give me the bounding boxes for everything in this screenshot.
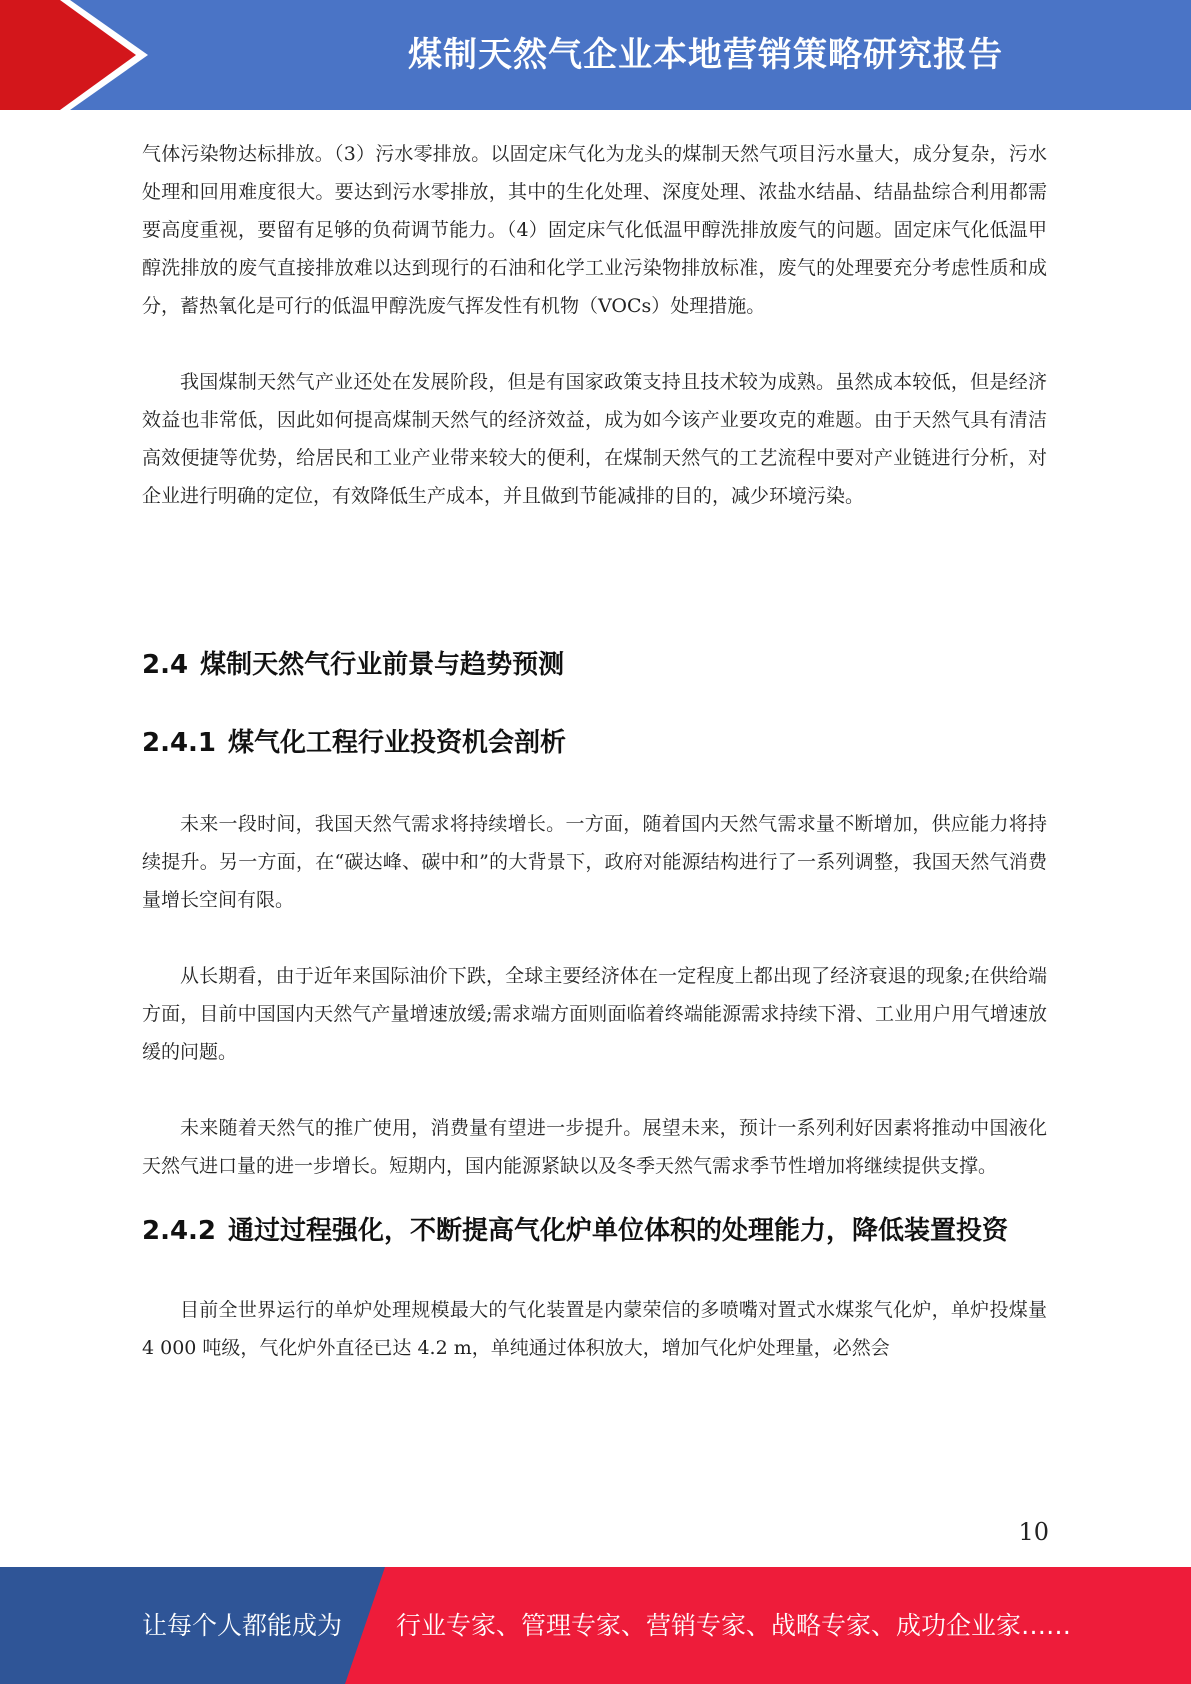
section-title: 煤气化工程行业投资机会剖析 bbox=[228, 728, 567, 758]
page-number: 10 bbox=[1018, 1518, 1049, 1546]
report-title: 煤制天然气企业本地营销策略研究报告 bbox=[408, 35, 1003, 75]
footer-slogan-left: 让每个人都能成为 bbox=[142, 1611, 343, 1640]
section-title: 通过过程强化，不断提高气化炉单位体积的处理能力，降低装置投资 bbox=[228, 1216, 1009, 1246]
paragraph-industry-status: 我国煤制天然气产业还处在发展阶段，但是有国家政策支持且技术较为成熟。虽然成本较低，但是经济效益也非常低，因此如何提高煤制天然气的经济效益，成为如今该产业要攻克的难题。由于天然气具有清洁高效便捷等优势，给居民和工业产业带来较大的便利，在煤制天然气的工艺流程中要对产业链进行分析，对企业进行明确的定位，有效降低生产成本，并且做到节能减排的目的，减少环境污染。 bbox=[142, 371, 1047, 507]
section-number: 2.4 bbox=[142, 650, 189, 680]
page-footer bbox=[0, 1567, 1191, 1684]
paragraph-long-term: 从长期看，由于近年来国际油价下跌，全球主要经济体在一定程度上都出现了经济衰退的现象;在供给端方面，目前中国国内天然气产量增速放缓;需求端方面则面临着终端能源需求持续下滑、工业用户用气增速放缓的问题。 bbox=[142, 965, 1047, 1063]
section-heading-2-4 bbox=[142, 645, 1047, 685]
page-header bbox=[0, 0, 1191, 110]
header-arrow-graphic bbox=[0, 0, 220, 110]
section-number: 2.4.2 bbox=[142, 1216, 217, 1246]
section-number: 2.4.1 bbox=[142, 728, 217, 758]
section-title: 煤制天然气行业前景与趋势预测 bbox=[200, 650, 565, 680]
section-heading-2-4-2 bbox=[142, 1211, 1047, 1251]
paragraph-gasifier: 目前全世界运行的单炉处理规模最大的气化装置是内蒙荣信的多喷嘴对置式水煤浆气化炉，单炉投煤量 4 000 吨级，气化炉外直径已达 4.2 m，单纯通过体积放大，增加气化炉处理量，必然会 bbox=[142, 1299, 1047, 1359]
paragraph-demand-growth: 未来一段时间，我国天然气需求将持续增长。一方面，随着国内天然气需求量不断增加，供应能力将持续提升。另一方面，在“碳达峰、碳中和”的大背景下，政府对能源结构进行了一系列调整，我国天然气消费量增长空间有限。 bbox=[142, 813, 1047, 911]
section-heading-2-4-1 bbox=[142, 723, 1047, 763]
footer-slogan-right: 行业专家、管理专家、营销专家、战略专家、成功企业家…… bbox=[396, 1611, 1072, 1640]
paragraph-future-consumption: 未来随着天然气的推广使用，消费量有望进一步提升。展望未来，预计一系列利好因素将推动中国液化天然气进口量的进一步增长。短期内，国内能源紧缺以及冬季天然气需求季节性增加将继续提供支撑。 bbox=[142, 1117, 1047, 1177]
paragraph-pollution: 气体污染物达标排放。（3）污水零排放。以固定床气化为龙头的煤制天然气项目污水量大，成分复杂，污水处理和回用难度很大。要达到污水零排放，其中的生化处理、深度处理、浓盐水结晶、结晶盐综合利用都需要高度重视，要留有足够的负荷调节能力。（4）固定床气化低温甲醇洗排放废气的问题。固定床气化低温甲醇洗排放的废气直接排放难以达到现行的石油和化学工业污染物排放标准，废气的处理要充分考虑性质和成分，蓄热氧化是可行的低温甲醇洗废气挥发性有机物（VOCs）处理措施。 bbox=[142, 143, 1047, 317]
page-content bbox=[142, 135, 1047, 1367]
